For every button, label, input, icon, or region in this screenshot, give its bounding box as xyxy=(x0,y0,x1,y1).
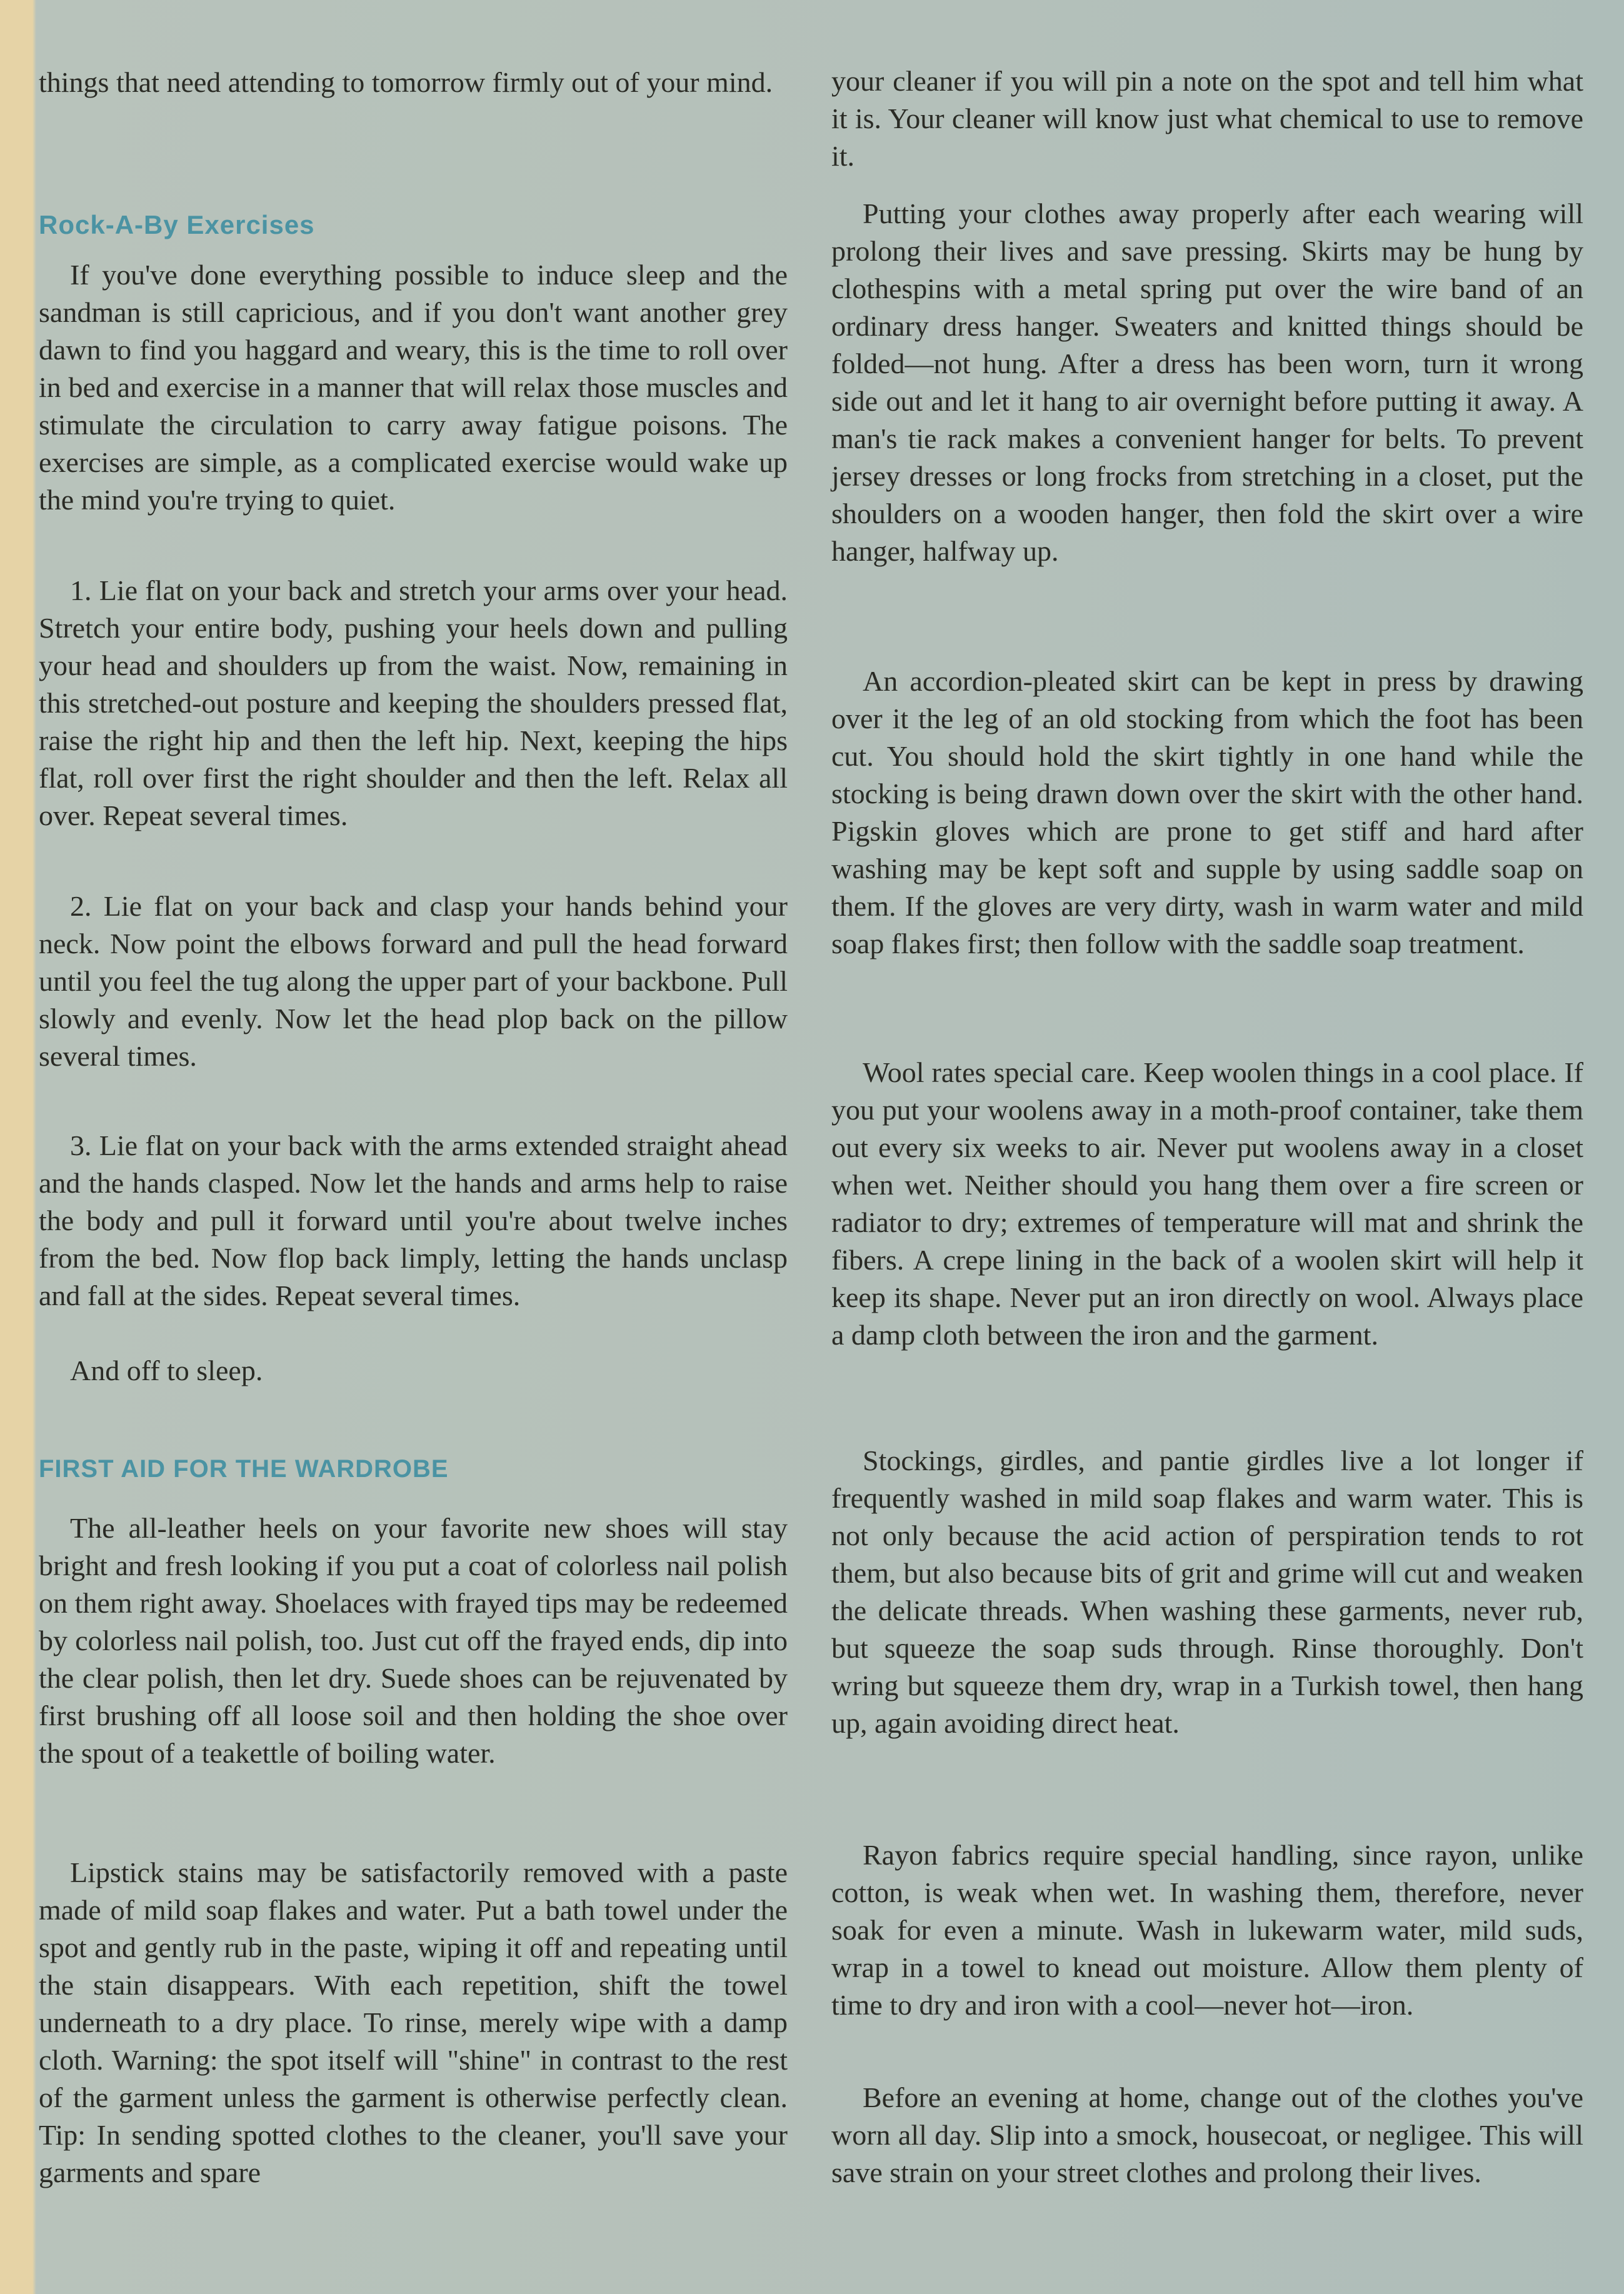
paragraph: Wool rates special care. Keep woolen things in a cool place. If you put your woolens away in a moth-proof container, take them out every six weeks to air. Never put woolens away in a closet when wet. Neither should you hang them over a fire screen or radiator to dry; extremes of temperature will mat and shrink the fibers. A crepe lining in the back of a woolen skirt will help it keep its shape. Never put an iron directly on wool. Always place a damp cloth between the iron and the garment. xyxy=(831,1056,1583,1351)
paragraph-continuation: your cleaner if you will pin a note on the spot and tell him what it is. Your cleaner will know just what chemical to use to remove it. xyxy=(831,65,1583,172)
paragraph: Rayon fabrics require special handling, since rayon, unlike cotton, is weak when wet. In washing them, therefore, never soak for even a minute. Wash in lukewarm water, mild suds, wrap in a towel to knead out moisture. Allow them plenty of time to dry and iron with a cool—never hot—iron. xyxy=(831,1839,1583,2021)
exercise-3: 3. Lie flat on your back with the arms extended straight ahead and the hands clasped. Now let the hands and arms help to raise the body and pull it forward until you're about twelve inches from the bed. Now flop back limply, letting the hands unclasp and fall at the sides. Repeat several times. xyxy=(39,1129,788,1311)
paragraph-continuation: things that need attending to tomorrow firmly out of your mind. xyxy=(39,66,773,98)
paragraph: Putting your clothes away properly after each wearing will prolong their lives and save pressing. Skirts may be hung by clothespins with a metal spring put over the wire band of an ordinary dress hanger. Sweaters and knitted things should be folded—not hung. After a dress has been worn, turn it wrong side out and let it hang to air overnight before putting it away. A man's tie rack makes a convenient hanger for belts. To prevent jersey dresses or long frocks from stretching in a closet, put the shoulders on a wooden hanger, then fold the skirt over a wire hanger, halfway up. xyxy=(831,198,1583,567)
paragraph: If you've done everything possible to induce sleep and the sandman is still capricious, and if you don't want another grey dawn to find you haggard and weary, this is the time to roll over in bed and exercise in a manner that will relax those muscles and stimulate the circulation to carry away fatigue poisons. The exercises are simple, as a complicated exercise would wake up the mind you're trying to quiet. xyxy=(39,259,788,516)
paragraph: Before an evening at home, change out of the clothes you've worn all day. Slip into a smock, housecoat, or negligee. This will save strain on your street clothes and prolong their lives. xyxy=(831,2081,1583,2188)
paragraph: An accordion-pleated skirt can be kept in press by drawing over it the leg of an old stocking from which the foot has been cut. You should hold the skirt tightly in one hand while the stocking is being drawn down over the skirt with the other hand. Pigskin gloves which are prone to get stiff and hard after washing may be kept soft and supple by using saddle soap on them. If the gloves are very dirty, wash in warm water and mild soap flakes first; then follow with the saddle soap treatment. xyxy=(831,665,1583,959)
section-heading-wardrobe: FIRST AID FOR THE WARDROBE xyxy=(39,1455,449,1483)
paragraph: Stockings, girdles, and pantie girdles live a lot longer if frequently washed in mild soap flakes and warm water. This is not only because the acid action of perspiration tends to rot them, but also because bits of grit and grime will cut and weaken the delicate threads. When washing these garments, never rub, but squeeze the soap suds through. Rinse thoroughly. Don't wring but squeeze them dry, wrap in a Turkish towel, then hang up, again avoiding direct heat. xyxy=(831,1445,1583,1739)
exercise-1: 1. Lie flat on your back and stretch your arms over your head. Stretch your entire body, pushing your heels down and pulling your head and shoulders up from the waist. Now, remaining in this stretched-out posture and keeping the shoulders pressed flat, raise the right hip and then the left hip. Next, keeping the hips flat, roll over first the right shoulder and then the left. Relax all over. Repeat several times. xyxy=(39,574,788,831)
exercise-2: 2. Lie flat on your back and clasp your hands behind your neck. Now point the elbows forward and pull the head forward until you feel the tug along the upper part of your backbone. Pull slowly and evenly. Now let the head plop back on the pillow several times. xyxy=(39,890,788,1072)
paragraph: Lipstick stains may be satisfactorily removed with a paste made of mild soap flakes and water. Put a bath towel under the spot and gently rub in the paste, wiping it off and repeating until the stain disappears. With each repetition, shift the towel underneath to a dry place. To rinse, merely wipe with a damp cloth. Warning: the spot itself will "shine" in contrast to the rest of the garment unless the garment is otherwise perfectly clean. Tip: In sending spotted clothes to the cleaner, you'll save your garments and spare xyxy=(39,1856,788,2188)
paragraph: The all-leather heels on your favorite new shoes will stay bright and fresh looking if you put a coat of colorless nail polish on them right away. Shoelaces with frayed tips may be redeemed by colorless nail polish, too. Just cut off the frayed ends, dip into the clear polish, then let dry. Suede shoes can be rejuvenated by first brushing off all loose soil and then holding the shoe over the spout of a teakettle of boiling water. xyxy=(39,1512,788,1769)
section-heading-rock-a-by: Rock-A-By Exercises xyxy=(39,210,315,239)
paragraph: And off to sleep. xyxy=(70,1355,263,1386)
